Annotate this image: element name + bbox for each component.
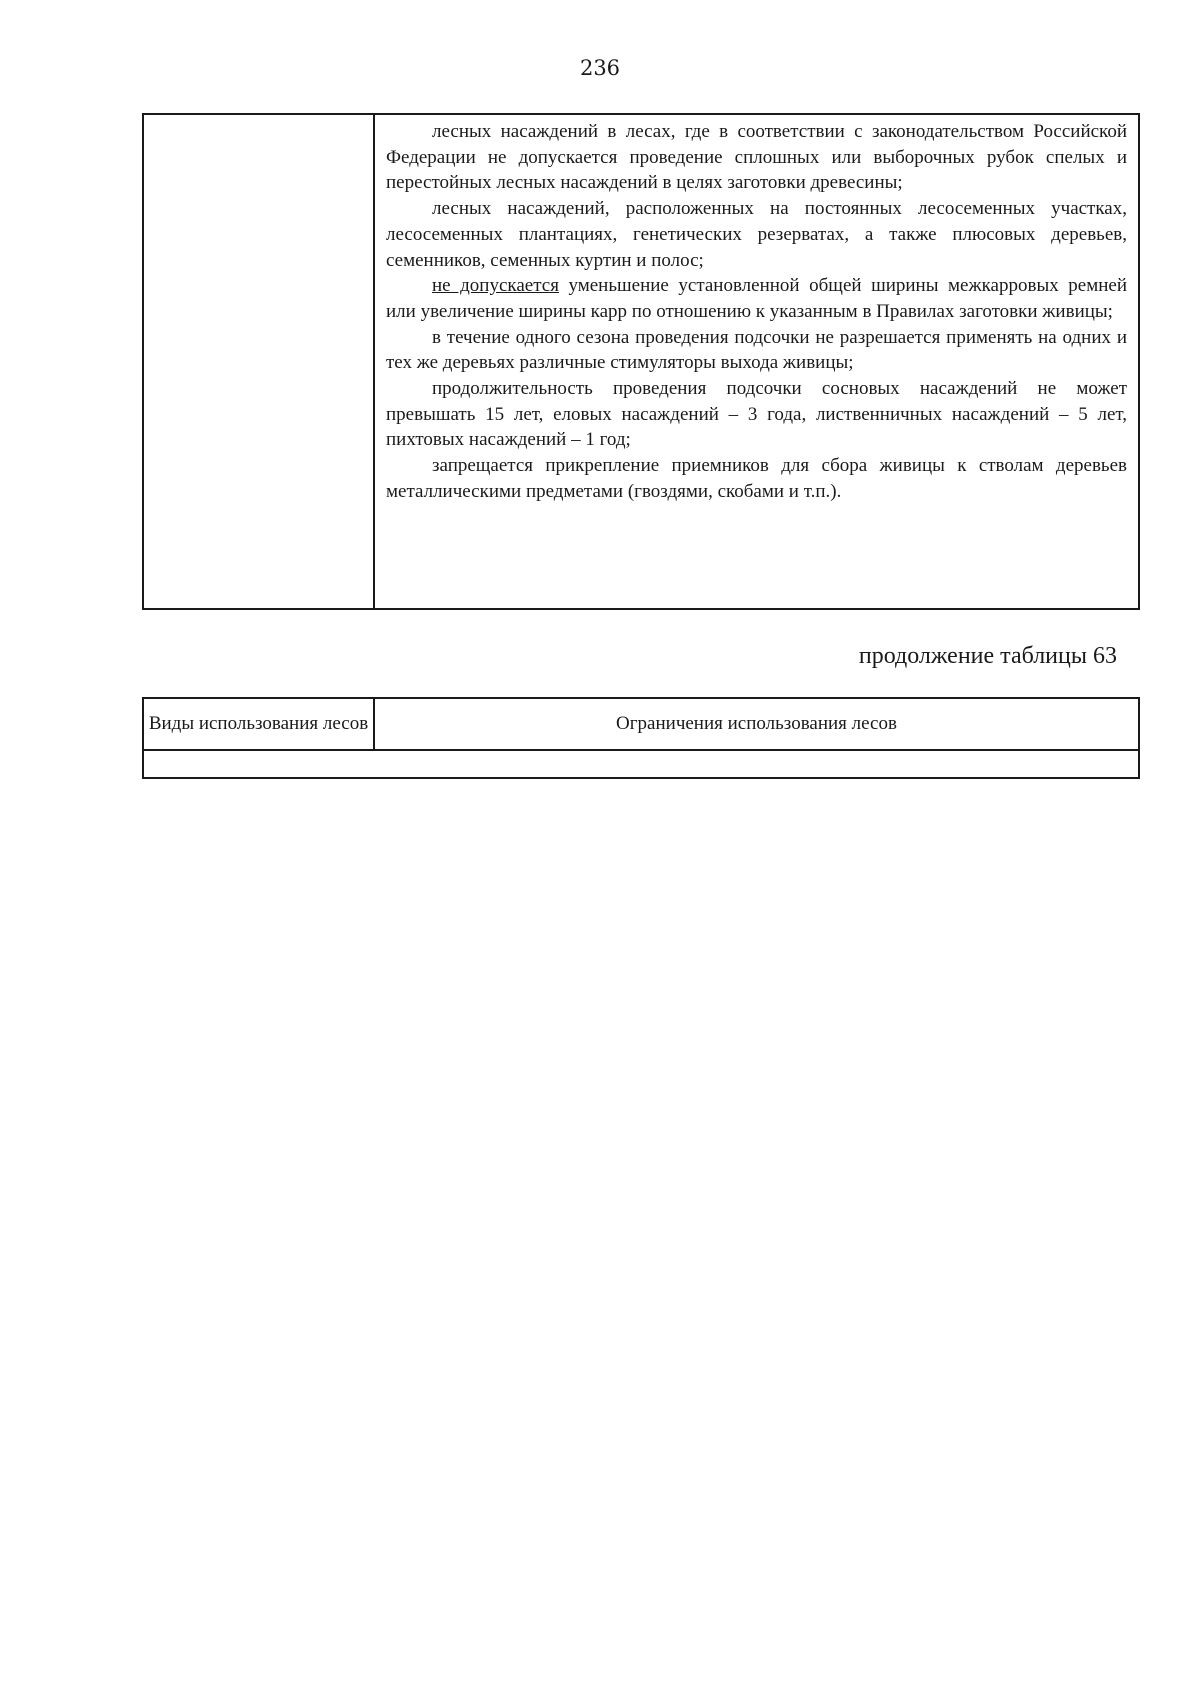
table-row xyxy=(143,114,1139,609)
restriction-paragraph: продолжительность проведения подсочки сосновых насаждений не может превышать 15 лет, еловых насаждений – 3 года, лиственничных насаждений – 5 лет, пихтовых насаждений – 1 год; xyxy=(386,378,1127,451)
restriction-paragraph: в течение одного сезона проведения подсочки не разрешается применять на одних и тех же деревьях различные стимуляторы выхода живицы; xyxy=(386,326,1127,374)
restriction-paragraph: лесных насаждений в лесах, где в соответствии с законодательством Российской Федерации не допускается проведение сплошных или выборочных рубок спелых и перестойных лесных насаждений в целях заготовки древесины; xyxy=(386,121,1127,194)
table-header-row xyxy=(143,698,1139,750)
page-number: 236 xyxy=(579,56,621,80)
underlined-phrase: не допускается xyxy=(432,275,559,297)
restriction-text: уменьшение установленной общей ширины межкарровых ремней или увеличение ширины карр по отношению к указанным в Правилах заготовки живицы; xyxy=(386,275,1127,322)
forest-use-type-cell xyxy=(143,114,374,609)
table-caption: продолжение таблицы 63 xyxy=(858,643,1117,669)
restriction-paragraph: запрещается прикрепление приемников для сбора живицы к стволам деревьев металлическими предметами (гвоздями, скобами и т.п.). xyxy=(386,455,1127,502)
restriction-paragraph xyxy=(386,273,1127,324)
restrictions-table-continued xyxy=(142,113,1140,610)
restrictions-table-63 xyxy=(142,697,1140,779)
restrictions-cell xyxy=(374,114,1139,609)
table-row xyxy=(143,750,1139,778)
header-forest-use-restrictions: Ограничения использования лесов xyxy=(374,698,1139,750)
header-forest-use-types: Виды использования лесов xyxy=(143,698,374,750)
restriction-paragraph: лесных насаждений, расположенных на постоянных лесосеменных участках, лесосеменных плантациях, генетических резерватах, а также плюсовых деревьев, семенников, семенных куртин и полос; xyxy=(386,198,1127,271)
empty-cell xyxy=(143,750,1139,778)
